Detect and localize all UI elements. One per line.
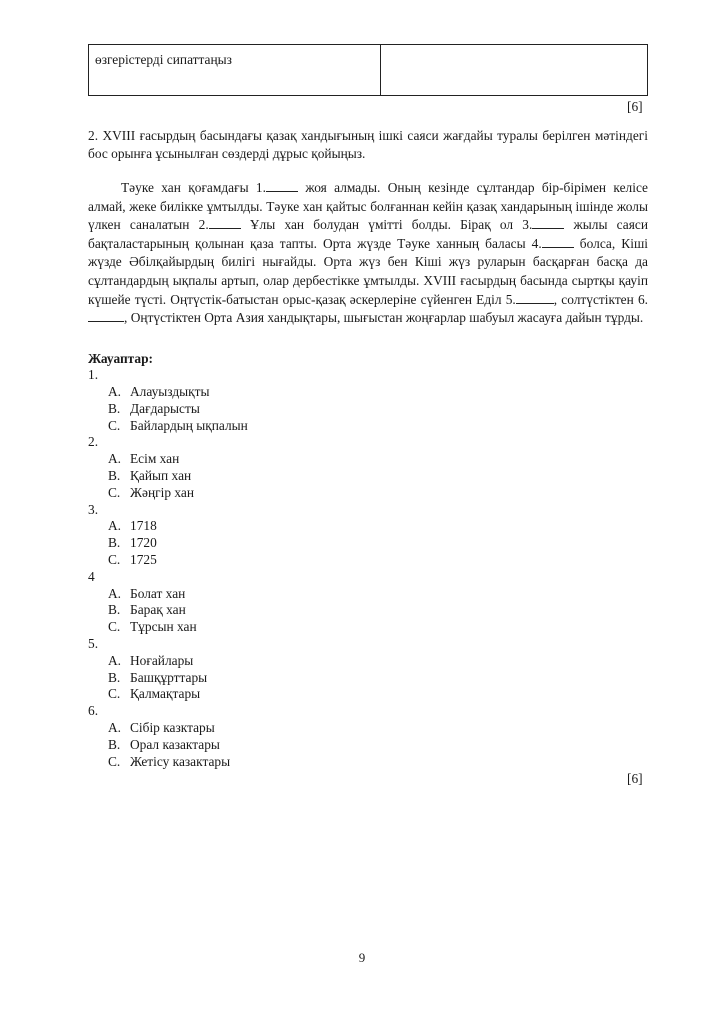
option-letter: B. — [108, 602, 121, 617]
answer-option — [108, 602, 186, 618]
answer-option — [108, 485, 194, 501]
blank-3[interactable] — [532, 228, 564, 229]
score-top: [6] — [627, 99, 643, 114]
answer-option — [108, 384, 210, 400]
option-letter: B. — [108, 535, 121, 550]
answer-option — [108, 468, 191, 484]
answer-number: 2. — [88, 434, 99, 449]
paragraph-segment: , Оңтүстіктен Орта Азия хандықтары, шығыстан жоңғарлар шабуыл жасауға дайын тұрды. — [124, 310, 644, 326]
option-text: Ноғайлары — [130, 653, 194, 668]
option-letter: A. — [108, 586, 122, 601]
answer-option — [108, 418, 248, 434]
paragraph-segment: Тәуке хан қоғамдағы 1. — [121, 180, 266, 195]
option-text: 1720 — [130, 535, 157, 550]
option-letter: C. — [108, 754, 121, 769]
answer-option — [108, 619, 197, 635]
option-text: Барақ хан — [130, 602, 186, 617]
option-letter: B. — [108, 401, 121, 416]
answer-number: 1. — [88, 367, 99, 382]
answer-number: 6. — [88, 703, 99, 718]
option-text: Жетісу казактары — [130, 754, 231, 769]
option-text: Орал казактары — [130, 737, 220, 752]
option-text: Жәңгір хан — [130, 485, 194, 500]
answers-title: Жауаптар: — [88, 351, 154, 366]
option-letter: A. — [108, 518, 122, 533]
option-text: Башқұрттары — [130, 670, 208, 685]
blank-1[interactable] — [266, 191, 298, 192]
blank-2[interactable] — [209, 228, 241, 229]
option-letter: C. — [108, 619, 121, 634]
option-text: Болат хан — [130, 586, 186, 601]
answer-option — [108, 535, 157, 551]
option-letter: A. — [108, 720, 122, 735]
answer-number: 5. — [88, 636, 99, 651]
option-letter: A. — [108, 653, 122, 668]
option-text: Байлардың ықпалын — [130, 418, 248, 433]
option-letter: C. — [108, 418, 121, 433]
option-letter: B. — [108, 737, 121, 752]
option-text: Сібір казктары — [130, 720, 215, 735]
answer-option — [108, 451, 179, 467]
option-letter: C. — [108, 485, 121, 500]
option-text: Дағдарысты — [130, 401, 200, 416]
table-left-cell: өзгерістерді сипаттаңыз — [95, 52, 232, 67]
option-letter: B. — [108, 670, 121, 685]
answer-option — [108, 401, 200, 417]
paragraph-segment: Ұлы хан болудан үмітті болды. Бірақ ол 3. — [240, 217, 533, 233]
option-text: 1718 — [130, 518, 157, 533]
option-letter: A. — [108, 384, 122, 399]
blank-4[interactable] — [542, 247, 574, 248]
table-divider — [380, 45, 381, 95]
answer-number: 4 — [88, 569, 95, 584]
answer-option — [108, 720, 215, 736]
option-text: 1725 — [130, 552, 157, 567]
option-text: Қайып хан — [130, 468, 192, 483]
option-text: Тұрсын хан — [130, 619, 197, 634]
answer-number: 3. — [88, 502, 99, 517]
option-letter: C. — [108, 552, 121, 567]
paragraph-segment: жоя алмады. Оның кезінде сұлтандар бір-бірімен келісе алмай, жеке билікке ұмтылды. Тәуке хан қайтыс болғаннан кейін қазақ хандарының ішінде жолы үлкен саналатын 2. — [88, 180, 648, 233]
option-text: Есім хан — [130, 451, 180, 466]
answer-option — [108, 518, 157, 534]
question-2-text: 2. XVIII ғасырдың басындағы қазақ хандығының ішкі саяси жағдайы туралы берілген мәтіндегі бос орынға ұсынылған сөздерді дұрыс қойыңыз. — [88, 128, 648, 161]
paragraph-segment: болса, Кіші жүзде Әбілқайырдың билігі нығайды. Орта жүз бен Кіші жүз руларын басқарған басқа да сұлтандардың ықпалы артып, олар дербестікке ұмтылды. XVIII ғасырдың басында сыртқы қауіп күшейе түсті. Оңтүстік-батыстан орыс-қазақ әскерлеріне сүйенген Еділ 5. — [88, 235, 648, 307]
blank-5[interactable] — [516, 303, 554, 304]
answer-option — [108, 737, 220, 753]
option-text: Алауыздықты — [130, 384, 210, 399]
answer-option — [108, 670, 207, 686]
answer-option — [108, 552, 157, 568]
blank-6[interactable] — [88, 321, 124, 322]
paragraph-segment: , солтүстіктен 6. — [553, 291, 648, 307]
paragraph-segment: жылы саяси бақталастарының қолынан қаза тапты. Орта жүзде Тәуке ханның баласы 4. — [88, 217, 648, 251]
option-letter: A. — [108, 451, 122, 466]
option-text: Қалмақтары — [130, 686, 201, 701]
answer-option — [108, 653, 193, 669]
fill-in-paragraph — [88, 179, 648, 328]
score-bottom: [6] — [627, 771, 643, 786]
option-letter: C. — [108, 686, 121, 701]
table-row — [88, 44, 648, 96]
page-number: 9 — [358, 950, 366, 965]
answer-option — [108, 754, 230, 770]
option-letter: B. — [108, 468, 121, 483]
answer-option — [108, 686, 200, 702]
answer-option — [108, 586, 185, 602]
